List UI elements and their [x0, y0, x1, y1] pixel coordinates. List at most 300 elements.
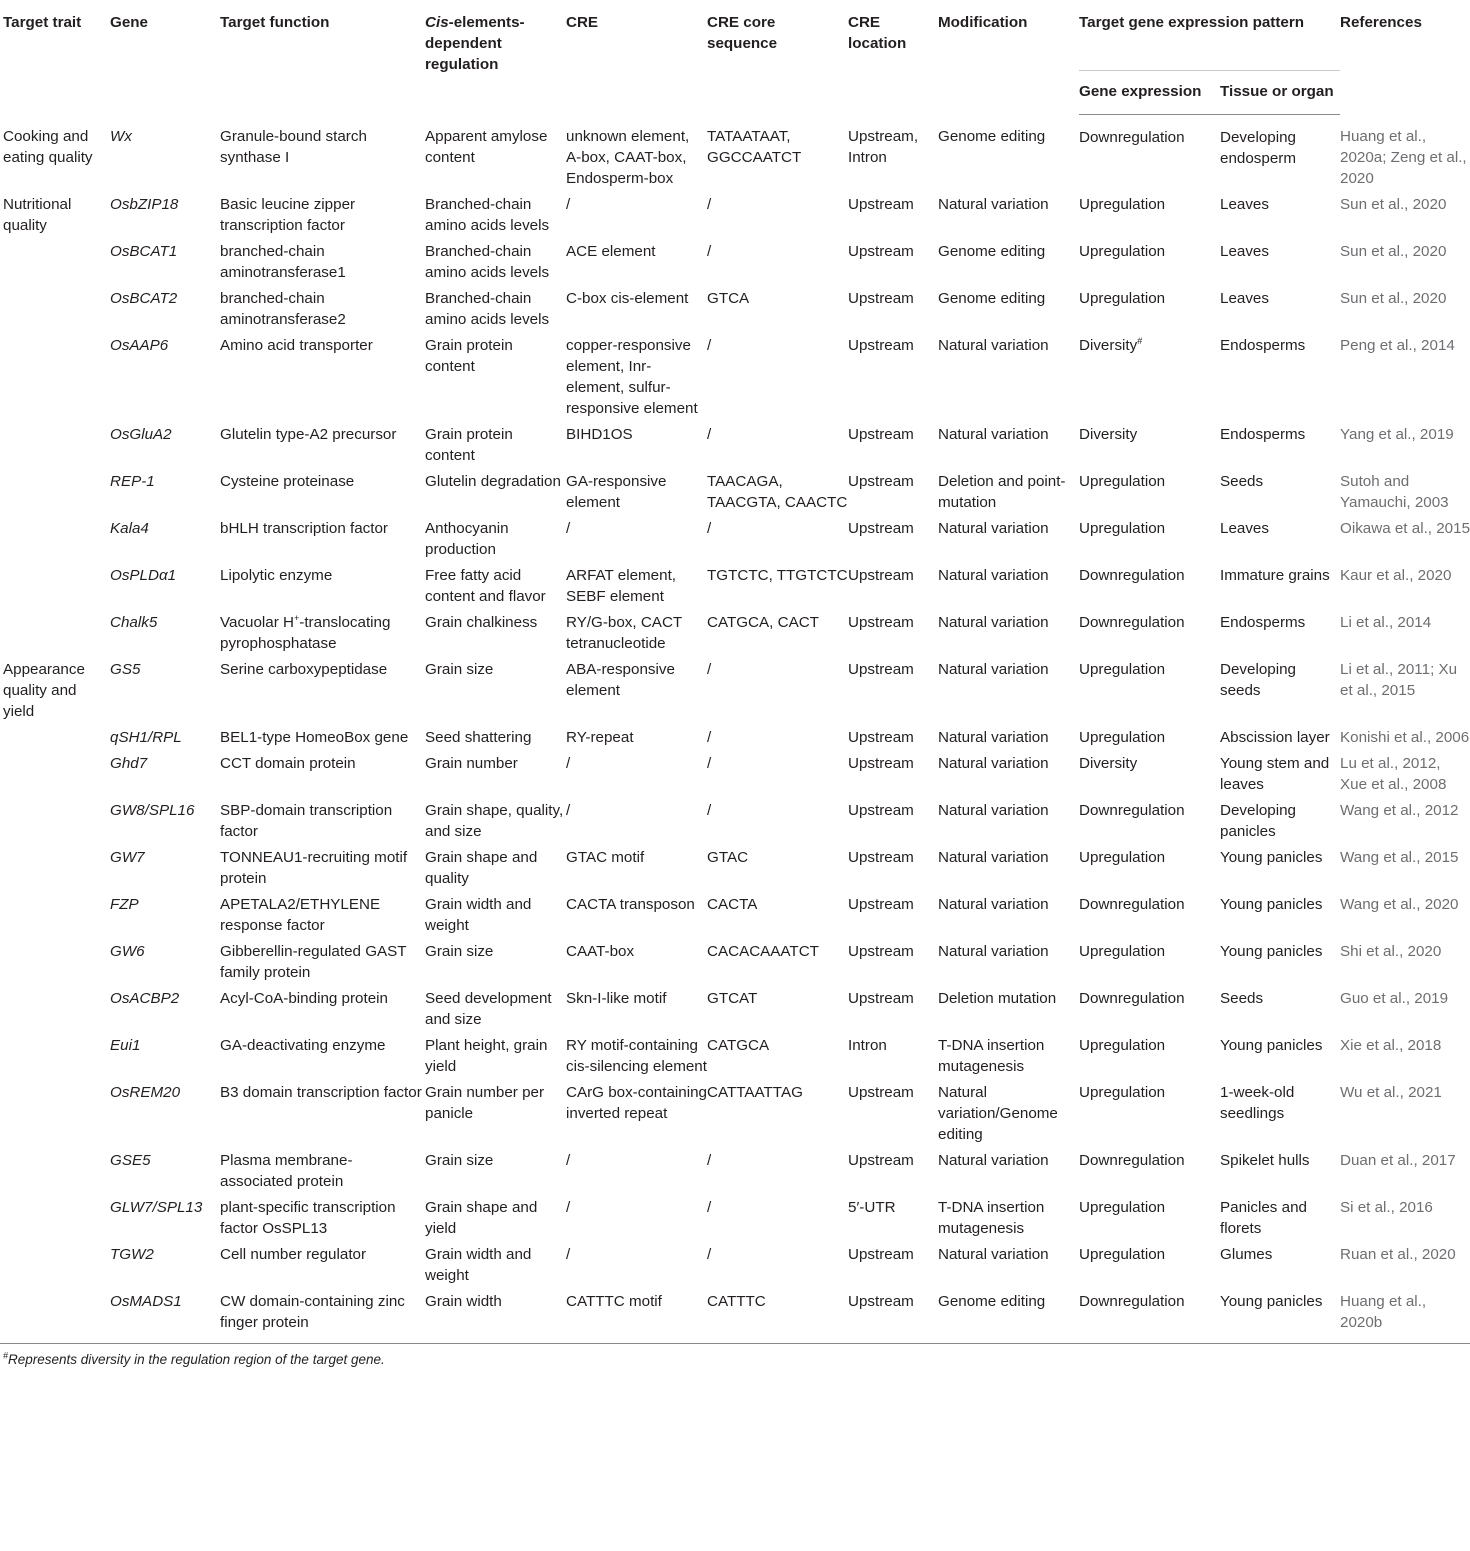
cre-core-cell-text: /: [707, 1152, 712, 1169]
tissue-cell-text: Young panicles: [1220, 943, 1323, 960]
expression-cell-text: Downregulation: [1079, 614, 1185, 631]
expression-cell-text: Upregulation: [1079, 243, 1166, 260]
expression-cell: [1079, 114, 1220, 194]
cre-core-cell: [707, 659, 848, 727]
table-header: [0, 0, 1470, 114]
header-cis-rest: -elements-dependent regulation: [425, 14, 525, 73]
trait-cell: [0, 194, 110, 241]
tissue-cell: [1220, 800, 1340, 847]
gene-cell-text: GSE5: [110, 1152, 151, 1169]
function-cell-text: branched-chain aminotransferase1: [220, 243, 346, 281]
regulation-cell-text: Seed development and size: [425, 990, 552, 1028]
cre-location-cell: [848, 518, 938, 565]
expression-cell: [1079, 612, 1220, 659]
function-cell: [220, 471, 425, 518]
trait-cell: [0, 471, 110, 518]
gene-cell-text: Kala4: [110, 520, 149, 537]
regulation-cell-text: Grain shape and yield: [425, 1199, 538, 1237]
tissue-cell: [1220, 1150, 1340, 1197]
cre-cell-text: RY/G-box, CACT tetranucleotide: [566, 614, 682, 652]
gene-cell: [110, 114, 220, 194]
cre-cell: [566, 753, 707, 800]
reference-cell: [1340, 659, 1470, 727]
cre-cell: [566, 288, 707, 335]
trait-cell: [0, 1291, 110, 1344]
gene-cell-text: OsBCAT2: [110, 290, 178, 307]
regulation-cell-text: Grain number per panicle: [425, 1084, 545, 1122]
function-cell: [220, 335, 425, 424]
cre-core-cell: [707, 612, 848, 659]
modification-cell-text: Genome editing: [938, 1293, 1046, 1310]
regulation-cell-text: Branched-chain amino acids levels: [425, 243, 550, 281]
function-cell-text: APETALA2/ETHYLENE response factor: [220, 896, 381, 934]
trait-cell: [0, 659, 110, 727]
table-row: [0, 1244, 1470, 1291]
modification-cell: [938, 241, 1079, 288]
cre-core-cell: [707, 565, 848, 612]
gene-cell: [110, 727, 220, 753]
expression-cell: [1079, 894, 1220, 941]
cre-core-cell-text: /: [707, 1246, 712, 1263]
cre-location-cell-text: Upstream: [848, 1084, 914, 1101]
trait-cell: [0, 727, 110, 753]
table-row: [0, 288, 1470, 335]
tissue-cell: [1220, 1035, 1340, 1082]
tissue-cell-text: Seeds: [1220, 990, 1264, 1007]
cre-location-cell: [848, 241, 938, 288]
cre-core-cell-text: TGTCTC, TTGTCTC: [707, 567, 848, 584]
cre-cell: [566, 659, 707, 727]
expression-cell: [1079, 241, 1220, 288]
function-cell: [220, 727, 425, 753]
function-cell-text: Lipolytic enzyme: [220, 567, 333, 584]
modification-cell-text: Natural variation: [938, 802, 1049, 819]
regulation-cell: [425, 1291, 566, 1344]
function-cell-text: Cysteine proteinase: [220, 473, 355, 490]
regulation-cell-text: Grain protein content: [425, 426, 513, 464]
cre-core-cell: [707, 114, 848, 194]
reference-cell-text: Lu et al., 2012, Xue et al., 2008: [1340, 755, 1447, 793]
cre-location-cell-text: Upstream: [848, 337, 914, 354]
regulation-cell-text: Grain size: [425, 943, 494, 960]
regulation-cell: [425, 1082, 566, 1150]
gene-cell: [110, 518, 220, 565]
expression-cell-text: Downregulation: [1079, 567, 1185, 584]
cre-core-cell-text: GTCAT: [707, 990, 758, 1007]
modification-cell-text: Deletion mutation: [938, 990, 1057, 1007]
cre-cell-text: RY-repeat: [566, 729, 634, 746]
expression-cell-text: Upregulation: [1079, 661, 1166, 678]
modification-cell: [938, 800, 1079, 847]
function-cell-text: SBP-domain transcription factor: [220, 802, 393, 840]
reference-cell-text: Peng et al., 2014: [1340, 337, 1455, 354]
cre-location-cell: [848, 471, 938, 518]
reference-cell-text: Wang et al., 2020: [1340, 896, 1459, 913]
function-cell-text: BEL1-type HomeoBox gene: [220, 729, 409, 746]
reference-cell: [1340, 1082, 1470, 1150]
cre-location-cell: [848, 1082, 938, 1150]
gene-cell: [110, 471, 220, 518]
modification-cell-text: Natural variation: [938, 849, 1049, 866]
modification-cell-text: Deletion and point-mutation: [938, 473, 1066, 511]
function-cell: [220, 1197, 425, 1244]
function-cell-text: branched-chain aminotransferase2: [220, 290, 346, 328]
gene-cell: [110, 894, 220, 941]
modification-cell: [938, 941, 1079, 988]
tissue-cell: [1220, 894, 1340, 941]
modification-cell: [938, 727, 1079, 753]
footnote-text: Represents diversity in the regulation region of the target gene.: [8, 1352, 385, 1367]
trait-cell: [0, 1082, 110, 1150]
modification-cell: [938, 114, 1079, 194]
cre-location-cell-text: Upstream: [848, 520, 914, 537]
expression-cell: [1079, 800, 1220, 847]
cre-cell: [566, 471, 707, 518]
cre-location-cell-text: Upstream: [848, 614, 914, 631]
regulation-cell: [425, 1035, 566, 1082]
cre-cell: [566, 800, 707, 847]
cre-location-cell-text: Upstream: [848, 1293, 914, 1310]
cre-location-cell-text: Upstream: [848, 1246, 914, 1263]
reference-cell: [1340, 288, 1470, 335]
regulation-cell: [425, 424, 566, 471]
cre-core-cell: [707, 800, 848, 847]
modification-cell-text: Natural variation: [938, 520, 1049, 537]
modification-cell: [938, 424, 1079, 471]
cre-cell: [566, 894, 707, 941]
header-references: References: [1340, 14, 1422, 31]
cre-core-cell-text: /: [707, 196, 712, 213]
cre-core-cell-text: CACTA: [707, 896, 758, 913]
expression-cell-text: Diversity: [1079, 755, 1138, 772]
cre-location-cell: [848, 988, 938, 1035]
cre-core-cell: [707, 471, 848, 518]
reference-cell: [1340, 114, 1470, 194]
cre-cell-text: ARFAT element, SEBF element: [566, 567, 677, 605]
function-cell-text: Amino acid transporter: [220, 337, 373, 354]
function-cell-text: Plasma membrane-associated protein: [220, 1152, 353, 1190]
modification-cell: [938, 1291, 1079, 1344]
cre-location-cell-text: Intron: [848, 1037, 887, 1054]
trait-cell: [0, 424, 110, 471]
modification-cell-text: Natural variation: [938, 755, 1049, 772]
reference-cell-text: Guo et al., 2019: [1340, 990, 1449, 1007]
tissue-cell: [1220, 424, 1340, 471]
gene-cell: [110, 1244, 220, 1291]
trait-cell-text: Nutritional quality: [3, 196, 72, 234]
regulation-cell-text: Grain width: [425, 1293, 502, 1310]
function-cell: [220, 659, 425, 727]
regulation-cell: [425, 988, 566, 1035]
cre-location-cell: [848, 727, 938, 753]
cre-cell: [566, 941, 707, 988]
function-cell-text: GA-deactivating enzyme: [220, 1037, 386, 1054]
reference-cell-text: Huang et al., 2020b: [1340, 1293, 1427, 1331]
cre-core-cell-text: CATGCA: [707, 1037, 770, 1054]
cre-core-cell: [707, 941, 848, 988]
reference-cell-text: Si et al., 2016: [1340, 1199, 1433, 1216]
trait-cell: [0, 288, 110, 335]
function-cell: [220, 1244, 425, 1291]
reference-cell-text: Kaur et al., 2020: [1340, 567, 1452, 584]
function-cell: [220, 753, 425, 800]
expression-cell-text: Downregulation: [1079, 1293, 1185, 1310]
gene-cell-text: OsREM20: [110, 1084, 181, 1101]
cre-location-cell-text: 5′-UTR: [848, 1199, 896, 1216]
header-cre-location: CRE location: [848, 14, 907, 52]
cre-cell: [566, 335, 707, 424]
regulation-cell: [425, 114, 566, 194]
cre-core-cell: [707, 1082, 848, 1150]
modification-cell: [938, 565, 1079, 612]
trait-cell: [0, 612, 110, 659]
modification-cell: [938, 194, 1079, 241]
tissue-cell-text: Leaves: [1220, 520, 1269, 537]
cre-location-cell: [848, 800, 938, 847]
trait-cell: [0, 518, 110, 565]
expression-cell-text: Upregulation: [1079, 196, 1166, 213]
reference-cell-text: Yang et al., 2019: [1340, 426, 1454, 443]
expression-cell: [1079, 471, 1220, 518]
modification-cell-text: T-DNA insertion mutagenesis: [938, 1037, 1045, 1075]
cre-location-cell-text: Upstream: [848, 426, 914, 443]
gene-cell-text: OsMADS1: [110, 1293, 182, 1310]
gene-cell: [110, 659, 220, 727]
reference-cell: [1340, 612, 1470, 659]
gene-cell-text: OsGluA2: [110, 426, 172, 443]
gene-cell: [110, 241, 220, 288]
tissue-cell: [1220, 847, 1340, 894]
cre-core-cell: [707, 1150, 848, 1197]
gene-cell-text: GLW7/SPL13: [110, 1199, 203, 1216]
reference-cell-text: Sutoh and Yamauchi, 2003: [1340, 473, 1449, 511]
cre-cell-text: RY motif-containing cis-silencing element: [566, 1037, 707, 1075]
cre-cell-text: CATTTC motif: [566, 1293, 662, 1310]
cre-core-cell-text: /: [707, 243, 712, 260]
reference-cell-text: Wu et al., 2021: [1340, 1084, 1442, 1101]
trait-cell: [0, 894, 110, 941]
header-cis-regulation: [425, 0, 566, 114]
expression-cell-text: Upregulation: [1079, 473, 1166, 490]
table-body: [0, 114, 1470, 1344]
cre-location-cell-text: Upstream: [848, 755, 914, 772]
regulation-cell-text: Grain shape and quality: [425, 849, 538, 887]
modification-cell-text: Natural variation: [938, 896, 1049, 913]
table-row: [0, 659, 1470, 727]
function-cell: [220, 1082, 425, 1150]
tissue-cell-text: Spikelet hulls: [1220, 1152, 1310, 1169]
tissue-cell-text: Leaves: [1220, 290, 1269, 307]
reference-cell: [1340, 1150, 1470, 1197]
function-cell-text: B3 domain transcription factor: [220, 1084, 422, 1101]
modification-cell: [938, 612, 1079, 659]
table-row: [0, 847, 1470, 894]
gene-cell-text: OsACBP2: [110, 990, 180, 1007]
regulation-cell: [425, 727, 566, 753]
reference-cell-text: Oikawa et al., 2015: [1340, 520, 1470, 537]
cre-cell-text: /: [566, 1152, 571, 1169]
cre-cell-text: GA-responsive element: [566, 473, 667, 511]
tissue-cell: [1220, 988, 1340, 1035]
expression-cell-text: Downregulation: [1079, 802, 1185, 819]
cre-location-cell: [848, 941, 938, 988]
cre-cell: [566, 518, 707, 565]
modification-cell-text: Genome editing: [938, 128, 1046, 145]
table-row: [0, 424, 1470, 471]
cre-core-cell: [707, 1035, 848, 1082]
reference-cell-text: Ruan et al., 2020: [1340, 1246, 1456, 1263]
modification-cell-text: Genome editing: [938, 290, 1046, 307]
expression-cell: [1079, 1197, 1220, 1244]
gene-cell: [110, 424, 220, 471]
trait-cell: [0, 800, 110, 847]
reference-cell-text: Wang et al., 2012: [1340, 802, 1459, 819]
tissue-cell: [1220, 1244, 1340, 1291]
table-row: [0, 1150, 1470, 1197]
function-cell: [220, 565, 425, 612]
reference-cell-text: Duan et al., 2017: [1340, 1152, 1456, 1169]
regulation-cell: [425, 194, 566, 241]
gene-cell-text: OsbZIP18: [110, 196, 179, 213]
cre-location-cell-text: Upstream: [848, 473, 914, 490]
table-row: [0, 612, 1470, 659]
regulation-cell: [425, 241, 566, 288]
reference-cell: [1340, 941, 1470, 988]
expression-cell-text: Downregulation: [1079, 990, 1185, 1007]
tissue-cell: [1220, 565, 1340, 612]
function-cell: [220, 114, 425, 194]
cre-core-cell: [707, 194, 848, 241]
expression-cell: [1079, 1082, 1220, 1150]
modification-cell: [938, 659, 1079, 727]
cre-core-cell-text: /: [707, 1199, 712, 1216]
header-cis-prefix: Cis: [425, 14, 449, 31]
reference-cell: [1340, 847, 1470, 894]
expression-cell-text: Downregulation: [1079, 1152, 1185, 1169]
cre-location-cell: [848, 659, 938, 727]
gene-cell-text: Eui1: [110, 1037, 141, 1054]
cre-cell: [566, 565, 707, 612]
reference-cell: [1340, 194, 1470, 241]
regulation-cell: [425, 335, 566, 424]
modification-cell-text: Natural variation: [938, 567, 1049, 584]
regulation-cell: [425, 518, 566, 565]
expression-cell: [1079, 518, 1220, 565]
expression-cell-text: Upregulation: [1079, 1037, 1166, 1054]
modification-cell: [938, 847, 1079, 894]
reference-cell: [1340, 1197, 1470, 1244]
gene-cell-text: Ghd7: [110, 755, 148, 772]
cre-core-cell: [707, 1291, 848, 1344]
gene-cell: [110, 194, 220, 241]
reference-cell-text: Li et al., 2014: [1340, 614, 1432, 631]
cre-cell-text: /: [566, 755, 571, 772]
reference-cell-text: Sun et al., 2020: [1340, 196, 1447, 213]
gene-cell-text: OsAAP6: [110, 337, 169, 354]
modification-cell-text: Natural variation/Genome editing: [938, 1084, 1058, 1143]
expression-cell-text: Upregulation: [1079, 1246, 1166, 1263]
modification-cell-text: Natural variation: [938, 1246, 1049, 1263]
regulation-cell: [425, 941, 566, 988]
tissue-cell-text: Leaves: [1220, 243, 1269, 260]
function-cell: [220, 988, 425, 1035]
reference-cell: [1340, 518, 1470, 565]
expression-cell-text: Upregulation: [1079, 1199, 1166, 1216]
modification-cell-text: Natural variation: [938, 1152, 1049, 1169]
cre-location-cell-text: Upstream: [848, 243, 914, 260]
expression-cell-text: Upregulation: [1079, 1084, 1166, 1101]
cre-location-cell: [848, 612, 938, 659]
tissue-cell-text: Young stem and leaves: [1220, 755, 1330, 793]
gene-cell-text: Wx: [110, 128, 132, 145]
function-cell-text: Gibberellin-regulated GAST family protein: [220, 943, 407, 981]
regulation-cell: [425, 800, 566, 847]
tissue-cell: [1220, 1197, 1340, 1244]
reference-cell: [1340, 471, 1470, 518]
table-footnote: [0, 1344, 1470, 1367]
cre-core-cell-text: CATGCA, CACT: [707, 614, 819, 631]
expression-cell-text: Upregulation: [1079, 729, 1166, 746]
cre-cell: [566, 114, 707, 194]
trait-cell: [0, 1197, 110, 1244]
cre-core-cell: [707, 424, 848, 471]
expression-footnote-mark: #: [1137, 335, 1143, 346]
expression-cell-text: Upregulation: [1079, 290, 1166, 307]
tissue-cell-text: Young panicles: [1220, 1293, 1323, 1310]
table-row: [0, 1035, 1470, 1082]
reference-cell-text: Wang et al., 2015: [1340, 849, 1459, 866]
expression-cell-text: Downregulation: [1079, 128, 1185, 146]
cre-location-cell-text: Upstream, Intron: [848, 128, 919, 166]
cre-cell-text: copper-responsive element, Inr-element, sulfur-responsive element: [566, 337, 698, 417]
tissue-cell: [1220, 612, 1340, 659]
expression-cell: [1079, 565, 1220, 612]
gene-cell-text: FZP: [110, 896, 139, 913]
cre-core-cell-text: TAACAGA, TAACGTA, CAACTC: [707, 473, 848, 511]
expression-cell: [1079, 194, 1220, 241]
cre-core-cell: [707, 753, 848, 800]
tissue-cell-text: Immature grains: [1220, 567, 1330, 584]
footnote-mark: #: [3, 1350, 9, 1361]
cre-location-cell: [848, 894, 938, 941]
regulation-cell-text: Grain chalkiness: [425, 614, 538, 631]
header-tissue: Tissue or organ: [1220, 70, 1340, 114]
gene-cell-text: GS5: [110, 661, 141, 678]
cre-location-cell-text: Upstream: [848, 849, 914, 866]
tissue-cell-text: Young panicles: [1220, 849, 1323, 866]
cre-core-cell: [707, 1244, 848, 1291]
cre-location-cell: [848, 194, 938, 241]
modification-cell: [938, 894, 1079, 941]
reference-cell-text: Sun et al., 2020: [1340, 290, 1447, 307]
cre-core-cell-text: /: [707, 337, 712, 354]
cre-location-cell: [848, 335, 938, 424]
cre-core-cell-text: /: [707, 661, 712, 678]
cre-cell-text: /: [566, 802, 571, 819]
function-cell: [220, 1035, 425, 1082]
expression-cell-text: Downregulation: [1079, 896, 1185, 913]
cre-cell: [566, 612, 707, 659]
expression-cell: [1079, 424, 1220, 471]
regulation-cell-text: Grain number: [425, 755, 518, 772]
reference-cell: [1340, 424, 1470, 471]
modification-cell: [938, 753, 1079, 800]
expression-cell: [1079, 1244, 1220, 1291]
cre-cell-text: CArG box-containing inverted repeat: [566, 1084, 707, 1122]
cre-core-cell: [707, 988, 848, 1035]
function-cell-text: CW domain-containing zinc finger protein: [220, 1293, 405, 1331]
trait-cell-text: Appearance quality and yield: [3, 661, 85, 720]
